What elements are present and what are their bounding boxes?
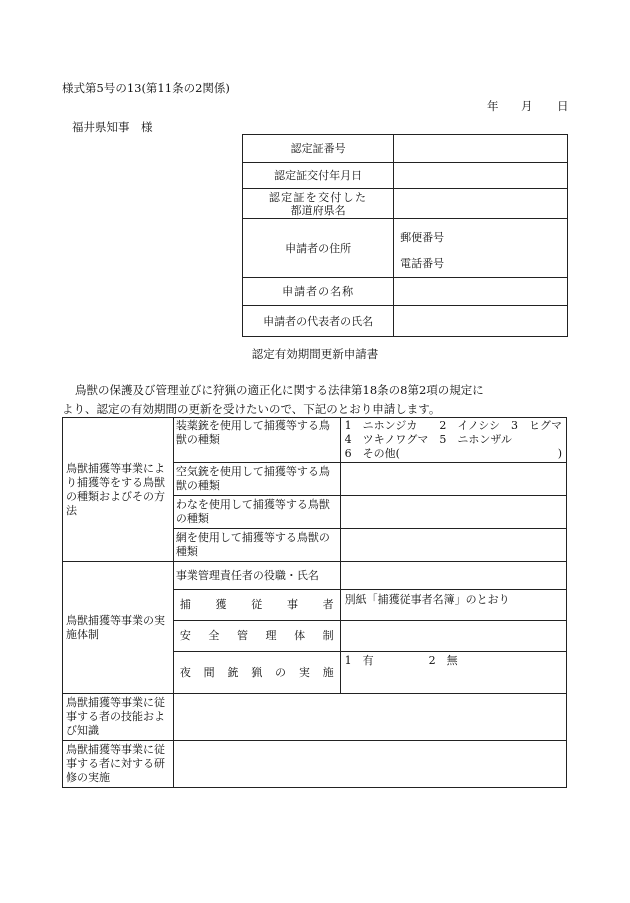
cert-number-value[interactable] — [394, 135, 568, 163]
applicant-info-table — [242, 134, 568, 337]
rep-name-value[interactable] — [394, 306, 568, 337]
date-day: 日 — [557, 99, 569, 113]
table-row — [243, 219, 568, 278]
table-row — [243, 306, 568, 337]
table-row — [243, 278, 568, 306]
cert-prefecture-label-line1: 認定証を交付した — [268, 190, 368, 204]
cert-number-label: 認定証番号 — [243, 135, 394, 163]
skills-knowledge-value[interactable] — [173, 694, 566, 741]
date-month: 月 — [521, 99, 533, 113]
applicant-name-value[interactable] — [394, 278, 568, 306]
safety-management-value[interactable] — [340, 621, 566, 652]
capture-workers-value: 別紙「捕獲従事者名簿」のとおり — [340, 590, 566, 621]
table-row — [63, 741, 567, 788]
table-row — [243, 189, 568, 219]
cert-prefecture-value[interactable] — [394, 189, 568, 219]
implementation-structure-label: 鳥獣捕獲等事業の実施体制 — [63, 562, 174, 694]
night-shooting-value — [340, 652, 566, 694]
document-title: 認定有効期間更新申請書 — [251, 347, 379, 361]
cert-issue-date-value[interactable] — [394, 163, 568, 189]
night-shooting-label: 夜間銃猟の実施 — [173, 652, 340, 694]
training-label: 鳥獣捕獲等事業に従事する者に対する研修の実施 — [63, 741, 174, 788]
table-row — [243, 135, 568, 163]
postal-code-label: 郵便番号 — [400, 231, 445, 244]
gun-species-label: 装薬銃を使用して捕獲等する鳥獣の種類 — [173, 418, 340, 463]
applicant-name-label: 申請者の名称 — [243, 278, 394, 306]
safety-management-label: 安全管理体制 — [173, 621, 340, 652]
manager-value[interactable] — [340, 562, 566, 590]
species-method-label: 鳥獣捕獲等事業により捕獲等をする鳥獣の種類およびその方法 — [63, 418, 174, 562]
cert-issue-date-label: 認定証交付年月日 — [243, 163, 394, 189]
air-gun-species-value[interactable] — [340, 463, 566, 496]
net-species-value[interactable] — [340, 529, 566, 562]
body-text-line2: より、認定の有効期間の更新を受けたいので、下記のとおり申請します。 — [62, 402, 441, 416]
applicant-address-value[interactable] — [394, 219, 568, 278]
table-row — [63, 418, 567, 463]
gun-options-line1: 1 ニホンジカ 2 イノシシ 3 ヒグマ — [344, 419, 562, 432]
form-number: 様式第5号の13(第11条の2関係) — [62, 81, 230, 95]
air-gun-species-label: 空気銃を使用して捕獲等する鳥獣の種類 — [173, 463, 340, 496]
addressee: 福井県知事 様 — [72, 120, 153, 134]
application-details-table — [62, 417, 567, 788]
body-text-line1: 鳥獣の保護及び管理並びに狩猟の適正化に関する法律第18条の8第2項の規定に — [75, 383, 484, 397]
night-shooting-option-no[interactable]: 2 無 — [428, 654, 458, 667]
night-shooting-option-yes[interactable]: 1 有 — [344, 654, 374, 667]
date-year: 年 — [487, 99, 499, 113]
cert-prefecture-label — [243, 189, 394, 219]
gun-option-other-close: ) — [557, 447, 562, 460]
trap-species-label: わなを使用して捕獲等する鳥獣の種類 — [173, 496, 340, 529]
table-row — [63, 694, 567, 741]
gun-options-line3 — [345, 447, 562, 461]
applicant-address-label: 申請者の住所 — [243, 219, 394, 278]
manager-label: 事業管理責任者の役職・氏名 — [173, 562, 340, 590]
gun-options-line2: 4 ツキノワグマ 5 ニホンザル — [344, 433, 512, 446]
skills-knowledge-label: 鳥獣捕獲等事業に従事する者の技能および知識 — [63, 694, 174, 741]
table-row — [243, 163, 568, 189]
gun-option-other: 6 その他( — [344, 447, 400, 460]
trap-species-value[interactable] — [340, 496, 566, 529]
rep-name-label: 申請者の代表者の氏名 — [243, 306, 394, 337]
training-value[interactable] — [173, 741, 566, 788]
cert-prefecture-label-line2: 都道府県名 — [290, 203, 346, 217]
gun-species-value — [340, 418, 566, 463]
table-row — [63, 562, 567, 590]
phone-number-label: 電話番号 — [400, 257, 445, 270]
net-species-label: 網を使用して捕獲等する鳥獣の種類 — [173, 529, 340, 562]
capture-workers-label: 捕獲従事者 — [173, 590, 340, 621]
